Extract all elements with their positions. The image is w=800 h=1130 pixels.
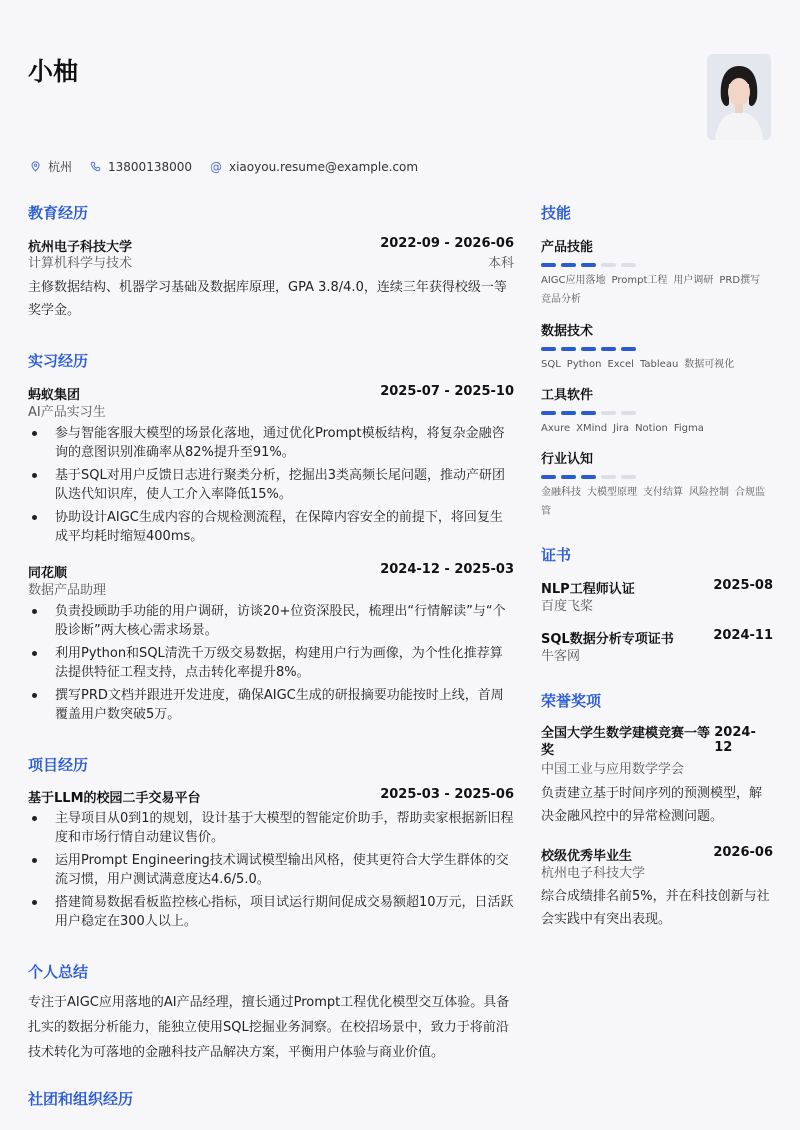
level-segment [561,263,576,267]
skill-name: 工具软件 [541,388,594,403]
skill-tag: Tableau [639,359,679,370]
education-date: 2022-09 - 2026-06 [380,236,514,251]
cert-name: NLP工程师认证 [541,582,635,597]
award-description: 负责建立基于时间序列的预测模型，解决金融风控中的异常检测问题。 [541,786,763,824]
level-segment [541,263,556,267]
skill-tag: Axure [541,423,571,434]
education-heading: 教育经历 [28,204,89,222]
award-description: 综合成绩排名前5%，并在科技创新与社会实践中有突出表现。 [541,889,770,927]
award-1-header [541,725,773,759]
skill-tag: Notion [635,423,668,434]
clubs-heading: 社团和组织经历 [28,1090,134,1108]
award-org: 中国工业与应用数学学会 [541,762,685,777]
level-segment [581,411,596,415]
internship-date: 2025-07 - 2025-10 [380,384,514,399]
list-item: 主导项目从0到1的规划，设计基于大模型的智能定价助手，帮助卖家根据新旧程度和市场行情自动建议售价。 [28,809,514,847]
list-item: 运用Prompt Engineering技术调试模型输出风格，使其更符合大学生群体的交流习惯，用户测试满意度达4.6/5.0。 [28,851,514,889]
skill-tag: Jira [613,423,630,434]
skill-name: 数据技术 [541,324,594,339]
skill-tag: Figma [673,423,704,434]
list-item: 协助设计AIGC生成内容的合规检测流程，在保障内容安全的前提下，将回复生成平均耗时缩短400ms。 [28,508,514,546]
list-item: 参与智能客服大模型的场景化落地，通过优化Prompt模板结构，将复杂金融咨询的意图识别准确率从82%提升至91%。 [28,424,514,462]
skill-tag: AIGC应用落地 [541,275,606,286]
skill-tag: 数据可视化 [684,359,735,370]
level-segment [601,411,616,415]
list-item: 负责投顾助手功能的用户调研，访谈20+位资深股民，梳理出“行情解读”与“个股诊断”两大核心需求场景。 [28,602,514,640]
profile-photo [707,54,771,140]
level-segment [561,347,576,351]
skill-level-bar [541,347,773,351]
skill-group-tools [541,384,773,438]
skill-tag: XMind [576,423,608,434]
skill-tag: Excel [607,359,634,370]
award-name: 全国大学生数学建模竞赛一等奖 [541,726,711,758]
project-name: 基于LLM的校园二手交易平台 [28,791,201,806]
company-name: 同花顺 [28,566,68,581]
contact-phone [90,160,192,174]
location-icon [30,161,41,172]
project-bullets [28,809,514,935]
contact-email[interactable] [210,160,418,174]
cert-issuer: 牛客网 [541,649,581,664]
level-segment [561,475,576,479]
summary-text: 专注于AIGC应用落地的AI产品经理，擅长通过Prompt工程优化模型交互体验。具备扎实的数据分析能力，能独立使用SQL挖掘业务洞察。在校招场景中，致力于将前沿技术转化为可落地的金融科技产品解决方案，平衡用户体验与商业价值。 [28,995,510,1060]
skill-tag: 用户调研 [673,275,714,286]
skill-level-bar [541,263,773,267]
skill-group-data [541,320,773,374]
skill-tag: 支付结算 [643,487,683,498]
level-segment [541,347,556,351]
level-segment [621,347,636,351]
award-org: 杭州电子科技大学 [541,866,646,881]
level-segment [541,475,556,479]
contact-bar [30,158,434,175]
major: 计算机科学与技术 [28,256,133,271]
award-date: 2024-12 [714,725,756,755]
skills-heading: 技能 [541,204,572,222]
education-description: 主修数据结构、机器学习基础及数据库原理，GPA 3.8/4.0，连续三年获得校级一等奖学金。 [28,280,507,318]
internship-2-bullets [28,602,514,728]
education-subheader [28,252,514,271]
awards-heading: 荣誉奖项 [541,692,602,710]
summary-heading: 个人总结 [28,963,89,981]
internship-role: 数据产品助理 [28,583,107,598]
skill-tags [541,419,773,438]
city-text: 杭州 [48,160,73,174]
skill-tag: 金融科技 [541,487,581,498]
level-segment [601,475,616,479]
level-segment [621,475,636,479]
email-icon: @ [210,159,222,174]
skill-tag: 风险控制 [689,487,729,498]
skill-tag: Prompt工程 [611,275,668,286]
award-name: 校级优秀毕业生 [541,849,633,864]
email-text: xiaoyou.resume@example.com [229,159,419,174]
internship-heading: 实习经历 [28,352,89,370]
project-date: 2025-03 - 2025-06 [380,787,514,802]
internship-1-bullets [28,424,514,550]
list-item: 搭建简易数据看板监控核心指标，项目试运行期间促成交易额超10万元，日活跃用户稳定在300人以上。 [28,893,514,931]
level-segment [581,263,596,267]
level-segment [601,263,616,267]
skill-tag: SQL [541,359,561,370]
school-name: 杭州电子科技大学 [28,240,133,255]
phone-icon [90,161,101,172]
skill-tags [541,355,773,374]
list-item: 利用Python和SQL清洗千万级交易数据，构建用户行为画像，为个性化推荐算法提供特征工程支持，点击转化率提升8%。 [28,644,514,682]
skill-tag: 合规监管 [541,487,765,517]
skill-name: 行业认知 [541,452,594,467]
skill-level-bar [541,475,773,479]
cert-issuer: 百度飞桨 [541,599,594,614]
skill-tag: 大模型原理 [587,487,637,498]
skill-name: 产品技能 [541,240,594,255]
level-segment [621,411,636,415]
skill-group-product [541,236,773,309]
list-item: 基于SQL对用户反馈日志进行聚类分析，挖掘出3类高频长尾问题，推动产研团队迭代知识库，使人工介入率降低15%。 [28,466,514,504]
cert-date: 2025-08 [713,578,773,593]
skill-tags [541,271,773,309]
project-header [28,787,514,806]
level-segment [581,347,596,351]
skill-group-industry [541,448,773,521]
phone-text: 13800138000 [108,159,192,174]
internship-role: AI产品实习生 [28,405,106,420]
degree: 本科 [487,256,514,271]
internship-date: 2024-12 - 2025-03 [380,562,514,577]
level-segment [541,411,556,415]
level-segment [561,411,576,415]
skill-tag: 竞品分析 [541,294,581,305]
skill-tags [541,483,773,521]
level-segment [581,475,596,479]
level-segment [601,347,616,351]
candidate-name: 小柚 [28,57,79,86]
level-segment [621,263,636,267]
list-item: 撰写PRD文档并跟进开发进度，确保AIGC生成的研报摘要功能按时上线，首周覆盖用户数突破5万。 [28,686,514,724]
skill-level-bar [541,411,773,415]
skill-tag: Python [566,359,602,370]
skill-tag: PRD撰写 [719,275,761,286]
cert-name: SQL数据分析专项证书 [541,632,674,647]
projects-heading: 项目经历 [28,756,89,774]
cert-date: 2024-11 [713,628,773,643]
award-date: 2026-06 [713,845,773,860]
contact-city [30,158,72,175]
certs-heading: 证书 [541,546,572,564]
company-name: 蚂蚁集团 [28,388,81,403]
